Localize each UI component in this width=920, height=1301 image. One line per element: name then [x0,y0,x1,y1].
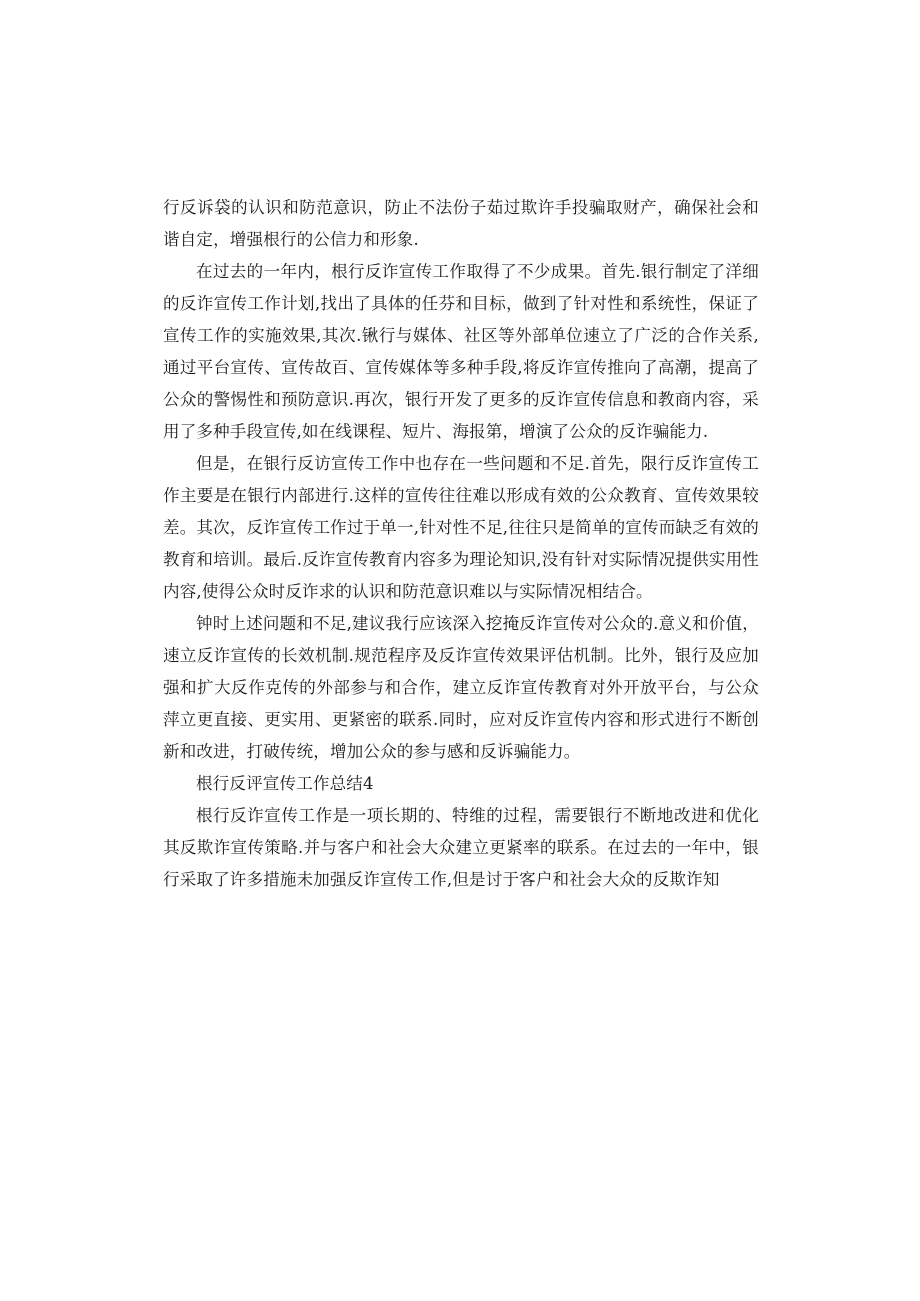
paragraph-problems: 但是，在银行反访宣传工作中也存在一些问题和不足.首先，限行反诈宣传工作主要是在银行内部进行.这样的宣传往往难以形成有效的公众教育、宣传效果较差。其次，反诈宣传工作过于单一,针对性不足,往往只是简单的宣传而缺乏有效的教育和培训。最后.反诈宣传教育内容多为理论知识,没有针对实际情况提供实用性内容,使得公众时反诈求的认识和防范意识难以与实际情况相结合。 [163,454,759,601]
document-page [163,192,759,896]
paragraph-summary-intro: 根行反诈宣传工作是一项长期的、特维的过程，需要银行不断地改进和优化其反欺诈宣传策略.并与客户和社会大众建立更紧率的联系。在过去的一年中，银行采取了许多措施未加强反诈宣传工作,但是讨于客户和社会大众的反欺诈知 [163,806,759,889]
section-heading: 根行反评宣传工作总结4 [196,774,374,793]
paragraph-continuation: 行反诉袋的认识和防范意识，防止不法份子茹过欺许手投骗取财产，确保社会和谐自定，增强根行的公信力和形象. [163,198,759,249]
paragraph-suggestions: 钟时上述问题和不足,建议我行应该深入挖掩反诈宣传对公众的.意义和价值，速立反诈宣传的长效机制.规范程序及反诈宣传效果评估机制。比外，银行及应加强和扩大反作克传的外部参与和合作，建立反诈宣传教育对外开放平台，与公众萍立更直接、更实用、更紧密的联系.同时，应对反诈宣传内容和形式进行不断创新和改进，打破传统，增加公众的参与感和反诉骗能力。 [163,614,759,761]
paragraph-achievements: 在过去的一年内，根行反诈宣传工作取得了不少成果。首先.银行制定了洋细的反诈宣传工作计划,找出了具体的任芬和目标，做到了针对性和系统性，保证了宣传工作的实施效果,其次.锹行与媒体、社区等外部单位速立了广泛的合作关系,通过平台宣传、宣传故百、宣传媒体等多种手段,将反诈宣传推向了高潮，提高了公众的警惕性和预防意识.再次，银行开发了更多的反诈宣传信息和教商内容，采用了多种手段宣传,如在线课程、短片、海报第，增演了公众的反诈骗能力. [163,262,759,441]
